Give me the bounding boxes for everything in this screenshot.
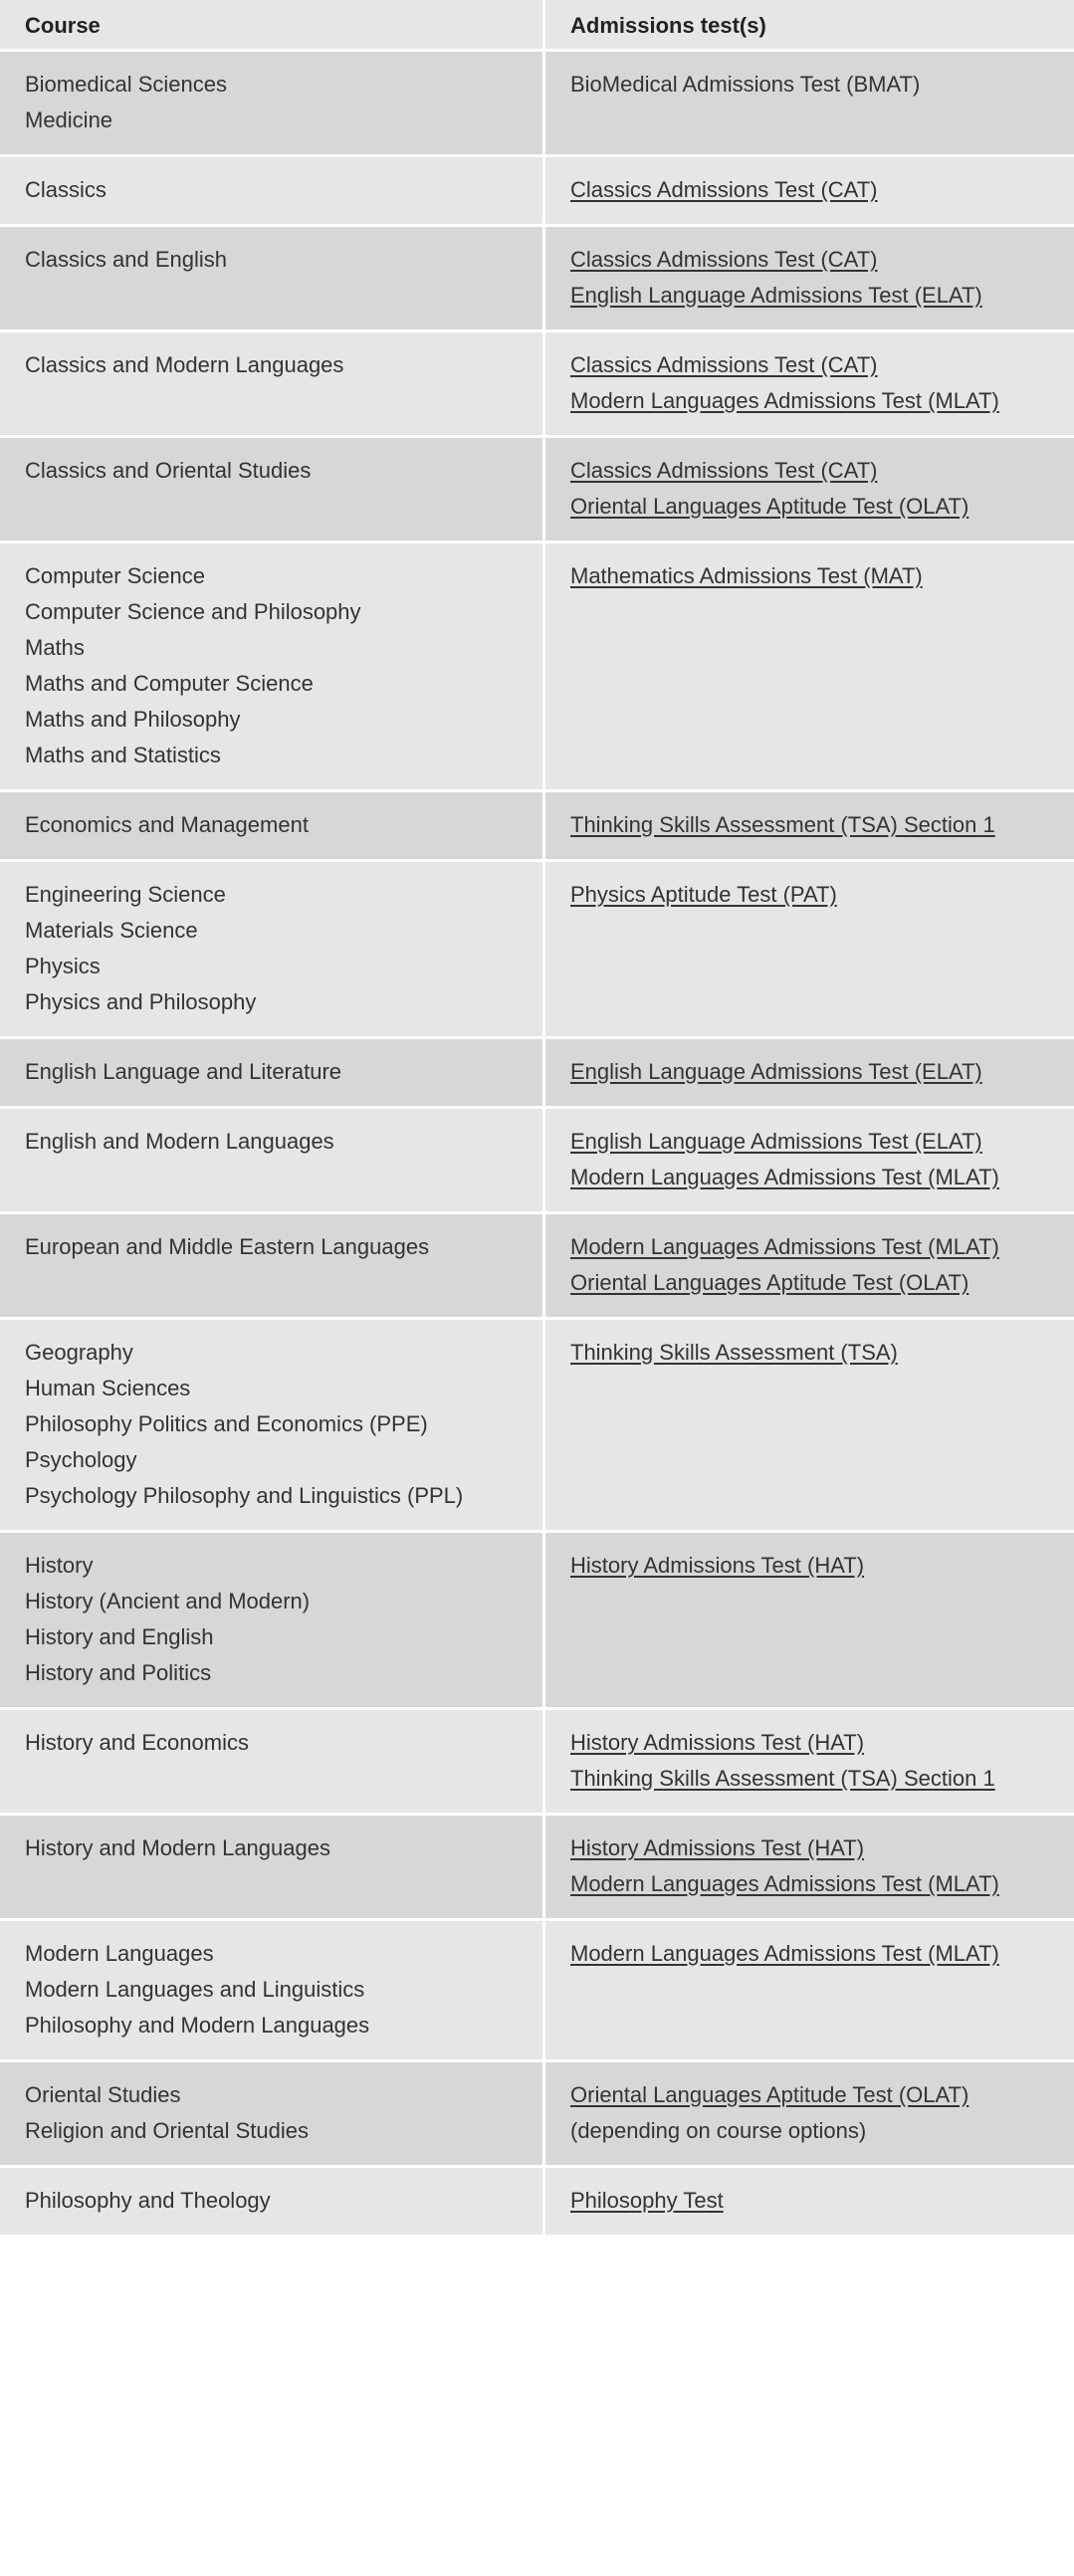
test-line: [570, 1160, 1064, 1195]
admissions-test-link[interactable]: Modern Languages Admissions Test (MLAT): [570, 1871, 999, 1896]
course-cell: [0, 1039, 545, 1106]
test-line: [570, 1265, 1064, 1301]
site-watermark: [877, 2516, 1056, 2566]
test-line: [570, 383, 1064, 419]
test-line: [570, 2113, 1064, 2149]
tests-cell: [545, 1214, 1074, 1317]
course-name: History and Modern Languages: [25, 1835, 330, 1860]
course-name: Engineering Science: [25, 882, 226, 907]
course-name: Biomedical Sciences: [25, 72, 227, 97]
test-line: [570, 2077, 1064, 2113]
course-name: Philosophy and Theology: [25, 2188, 271, 2213]
tests-cell: [545, 543, 1074, 789]
tests-cell: [545, 1039, 1074, 1106]
course-name: Physics: [25, 954, 101, 978]
course-cell: [0, 1533, 545, 1707]
tests-cell: [545, 332, 1074, 435]
table-row: [0, 543, 1074, 792]
course-name: Psychology Philosophy and Linguistics (PPL): [25, 1483, 464, 1508]
table-row: [0, 2168, 1074, 2238]
course-cell: [0, 2168, 545, 2235]
admissions-test-link[interactable]: Classics Admissions Test (CAT): [570, 177, 878, 202]
course-cell: [0, 1816, 545, 1918]
course-cell: [0, 332, 545, 435]
table-row: [0, 332, 1074, 438]
test-line: [570, 278, 1064, 314]
table-row: [0, 1320, 1074, 1533]
course-cell: [0, 438, 545, 540]
test-line: [570, 807, 1064, 843]
course-name: Maths and Computer Science: [25, 671, 314, 696]
table-row: [0, 1533, 1074, 1710]
table-row: [0, 438, 1074, 543]
course-cell: [0, 862, 545, 1036]
test-line: [570, 1548, 1064, 1584]
test-line: [570, 877, 1064, 913]
admissions-test-link[interactable]: Classics Admissions Test (CAT): [570, 352, 878, 377]
course-name: Oriental Studies: [25, 2082, 181, 2107]
course-name: Religion and Oriental Studies: [25, 2118, 309, 2143]
test-line: [570, 1725, 1064, 1761]
admissions-test-text: BioMedical Admissions Test (BMAT): [570, 72, 921, 97]
table-row: [0, 792, 1074, 862]
test-line: [570, 2183, 1064, 2219]
admissions-test-link[interactable]: English Language Admissions Test (ELAT): [570, 1059, 982, 1084]
course-name: Maths and Philosophy: [25, 707, 241, 732]
admissions-test-link[interactable]: Physics Aptitude Test (PAT): [570, 882, 837, 907]
table-row: [0, 1816, 1074, 1921]
tests-cell: [545, 792, 1074, 859]
admissions-test-link[interactable]: Oriental Languages Aptitude Test (OLAT): [570, 2082, 969, 2107]
course-name: Computer Science: [25, 563, 205, 588]
tests-cell: [545, 1710, 1074, 1813]
course-name: Maths and Statistics: [25, 743, 221, 767]
admissions-test-link[interactable]: Oriental Languages Aptitude Test (OLAT): [570, 494, 969, 519]
test-line: [570, 558, 1064, 594]
course-name: Classics and Modern Languages: [25, 352, 344, 377]
course-name: Modern Languages: [25, 1941, 214, 1966]
admissions-test-link[interactable]: Oriental Languages Aptitude Test (OLAT): [570, 1270, 969, 1295]
tests-cell: [545, 157, 1074, 224]
tests-cell: [545, 1109, 1074, 1211]
table-row: [0, 157, 1074, 227]
tests-cell: [545, 1320, 1074, 1530]
test-line: [570, 67, 1064, 103]
test-line: [570, 489, 1064, 525]
admissions-test-link[interactable]: Modern Languages Admissions Test (MLAT): [570, 1941, 999, 1966]
course-cell: [0, 543, 545, 789]
test-line: [570, 1054, 1064, 1090]
test-line: [570, 1124, 1064, 1160]
admissions-test-link[interactable]: English Language Admissions Test (ELAT): [570, 1129, 982, 1154]
course-name: Medicine: [25, 107, 113, 132]
test-line: [570, 1229, 1064, 1265]
watermark-logo-text: 留学社区: [929, 2514, 1056, 2549]
admissions-test-link[interactable]: Modern Languages Admissions Test (MLAT): [570, 1234, 999, 1259]
course-cell: [0, 1214, 545, 1317]
course-cell: [0, 227, 545, 329]
course-name: Classics and Oriental Studies: [25, 458, 312, 483]
course-cell: [0, 1109, 545, 1211]
table-body: [0, 52, 1074, 2238]
tests-cell: [545, 2062, 1074, 2165]
admissions-test-text: (depending on course options): [570, 2118, 867, 2143]
test-line: [570, 1936, 1064, 1972]
tests-cell: [545, 52, 1074, 154]
table-row: [0, 2062, 1074, 2168]
admissions-test-link[interactable]: English Language Admissions Test (ELAT): [570, 283, 982, 308]
course-name: History and Economics: [25, 1730, 249, 1755]
test-line: [570, 1761, 1064, 1797]
tests-cell: [545, 438, 1074, 540]
course-name: History and English: [25, 1624, 214, 1649]
course-cell: [0, 1921, 545, 2059]
course-name: Geography: [25, 1340, 133, 1365]
table-row: [0, 1109, 1074, 1214]
course-name: Classics: [25, 177, 107, 202]
course-name: Philosophy and Modern Languages: [25, 2013, 370, 2038]
course-name: European and Middle Eastern Languages: [25, 1234, 430, 1259]
course-cell: [0, 52, 545, 154]
course-name: History (Ancient and Modern): [25, 1589, 311, 1613]
course-name: Materials Science: [25, 918, 198, 943]
table-row: [0, 862, 1074, 1039]
table-row: [0, 52, 1074, 157]
admissions-test-link[interactable]: Philosophy Test: [570, 2188, 724, 2213]
watermark-url: bbs.liuxue86.com: [955, 2548, 1056, 2563]
tests-cell: [545, 227, 1074, 329]
tests-cell: [545, 1921, 1074, 2059]
course-name: History and Politics: [25, 1660, 212, 1685]
admissions-test-link[interactable]: History Admissions Test (HAT): [570, 1835, 865, 1860]
course-name: Computer Science and Philosophy: [25, 599, 361, 624]
course-name: Maths: [25, 635, 85, 660]
course-name: Philosophy Politics and Economics (PPE): [25, 1411, 428, 1436]
admissions-test-link[interactable]: Thinking Skills Assessment (TSA): [570, 1340, 898, 1365]
table-row: [0, 1921, 1074, 2062]
admissions-test-link[interactable]: Classics Admissions Test (CAT): [570, 247, 878, 272]
test-line: [570, 1335, 1064, 1371]
course-name: Economics and Management: [25, 812, 309, 837]
course-cell: [0, 157, 545, 224]
test-line: [570, 347, 1064, 383]
admissions-test-link[interactable]: History Admissions Test (HAT): [570, 1553, 865, 1578]
course-name: Psychology: [25, 1447, 137, 1472]
table-row: [0, 1710, 1074, 1816]
course-name: Physics and Philosophy: [25, 989, 257, 1014]
course-name: History: [25, 1553, 94, 1578]
course-name: Classics and English: [25, 247, 227, 272]
tests-column-header: Admissions test(s): [570, 13, 766, 38]
course-cell: [0, 1320, 545, 1530]
test-line: [570, 172, 1064, 208]
course-name: English Language and Literature: [25, 1059, 342, 1084]
admissions-test-link[interactable]: Thinking Skills Assessment (TSA) Section 1: [570, 812, 995, 837]
tests-cell: [545, 862, 1074, 1036]
course-cell: [0, 2062, 545, 2165]
course-cell: [0, 792, 545, 859]
table-header-row: [0, 0, 1074, 52]
course-name: Modern Languages and Linguistics: [25, 1977, 365, 2002]
tests-cell: [545, 1816, 1074, 1918]
course-name: English and Modern Languages: [25, 1129, 334, 1154]
table-row: [0, 227, 1074, 332]
admissions-test-link[interactable]: Modern Languages Admissions Test (MLAT): [570, 388, 999, 413]
test-line: [570, 1866, 1064, 1902]
test-line: [570, 453, 1064, 489]
admissions-test-link[interactable]: Modern Languages Admissions Test (MLAT): [570, 1165, 999, 1189]
table-row: [0, 1214, 1074, 1320]
tests-cell: [545, 2168, 1074, 2235]
test-line: [570, 1830, 1064, 1866]
admissions-test-link[interactable]: Classics Admissions Test (CAT): [570, 458, 878, 483]
course-name: Human Sciences: [25, 1376, 191, 1400]
table-row: [0, 1039, 1074, 1109]
course-column-header: Course: [0, 0, 545, 49]
tests-cell: [545, 1533, 1074, 1707]
test-line: [570, 242, 1064, 278]
admissions-test-link[interactable]: History Admissions Test (HAT): [570, 1730, 865, 1755]
admissions-test-link[interactable]: Thinking Skills Assessment (TSA) Section 1: [570, 1766, 995, 1791]
course-cell: [0, 1710, 545, 1813]
admissions-test-link[interactable]: Mathematics Admissions Test (MAT): [570, 563, 923, 588]
